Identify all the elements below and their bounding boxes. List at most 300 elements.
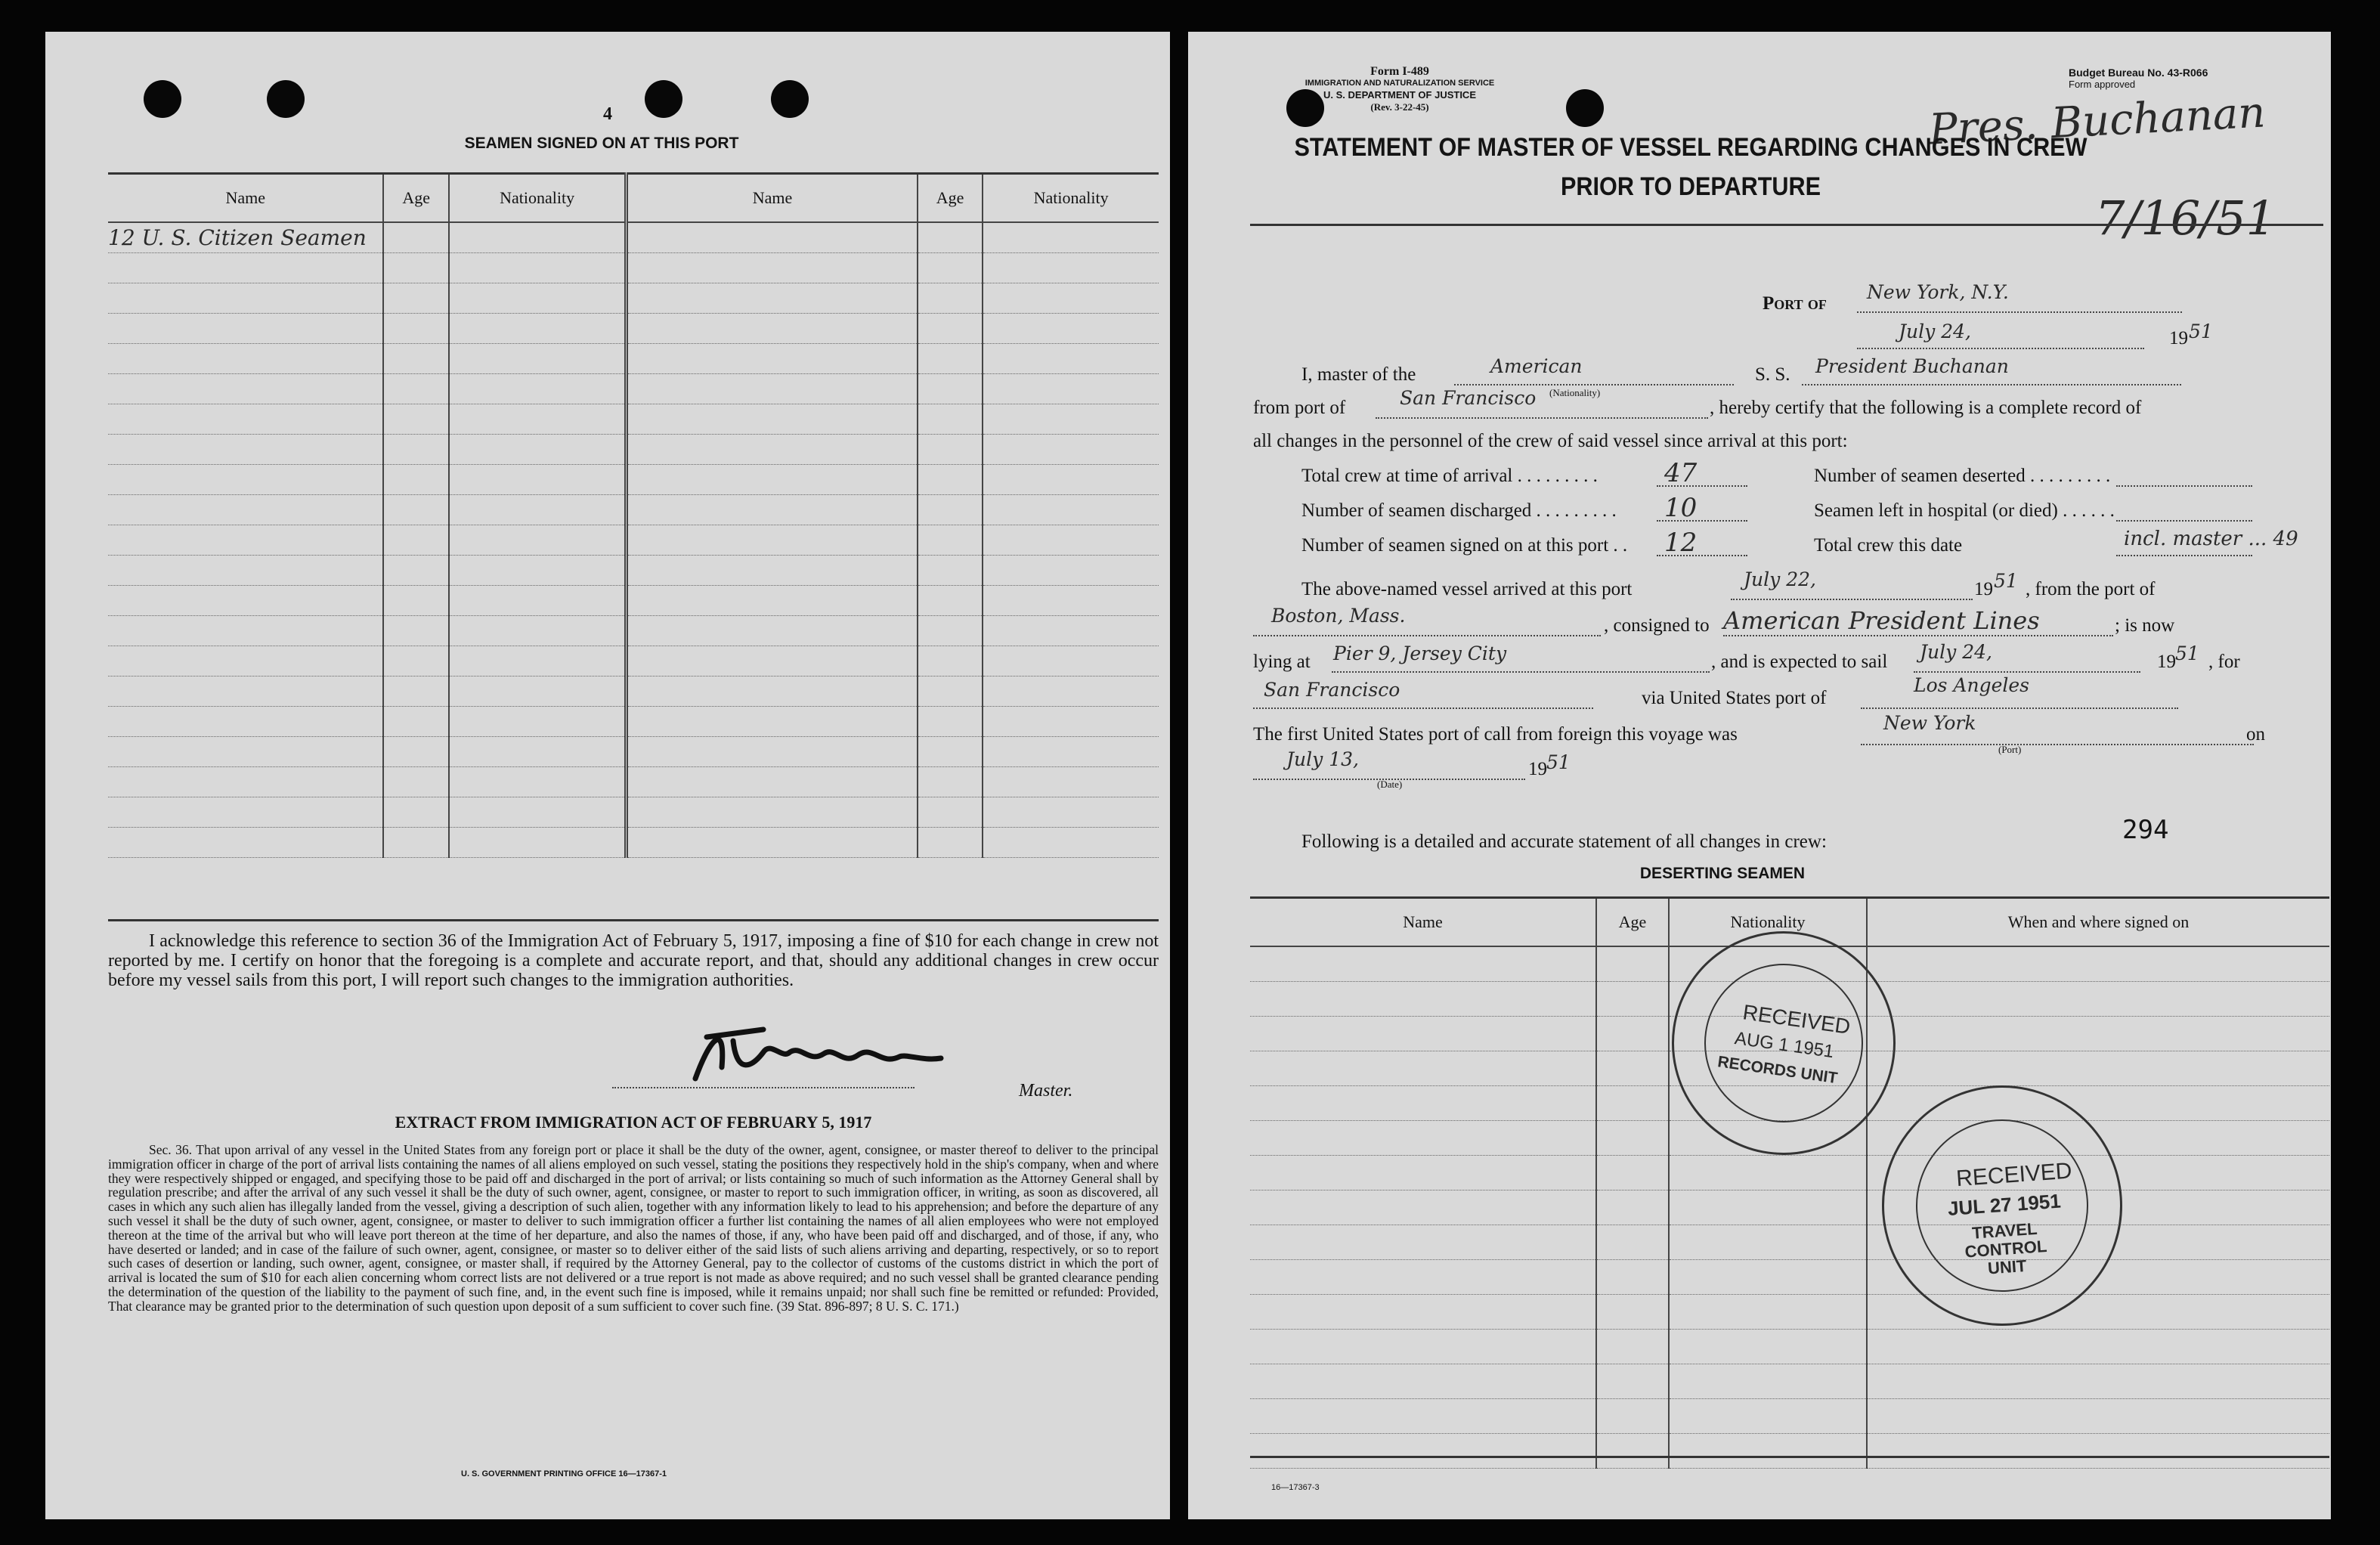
stat-value-line [2116, 555, 2252, 556]
title-rule [1250, 224, 2323, 226]
stamp-title: RECEIVED [1741, 1000, 1852, 1039]
punch-hole [1566, 89, 1604, 127]
table-cell [108, 586, 383, 616]
extract-title: EXTRACT FROM IMMIGRATION ACT OF FEBRUARY 5, 1917 [395, 1113, 872, 1132]
sail-year-prefix: 19 [2157, 652, 2176, 672]
table-cell [383, 525, 448, 556]
table-cell [1596, 1017, 1669, 1051]
table-cell [108, 707, 383, 737]
table-cell [108, 344, 383, 374]
stamp-unit: TRAVEL CONTROL UNIT [1964, 1218, 2048, 1278]
table-cell [449, 314, 627, 344]
stamp-date: AUG 1 1951 [1733, 1028, 1835, 1063]
page-stamp-number: 294 [2122, 815, 2169, 845]
table-row [108, 283, 1159, 314]
table-row [108, 525, 1159, 556]
table-cell [449, 495, 627, 525]
table-cell [1867, 1051, 2329, 1086]
table-cell [983, 737, 1159, 767]
table-cell [983, 586, 1159, 616]
port-line [1857, 311, 2182, 313]
table-row [108, 767, 1159, 797]
table-cell [627, 737, 918, 767]
table-cell [449, 283, 627, 314]
table-cell [383, 253, 448, 283]
stat-label: Seamen left in hospital (or died) . . . . . . [1814, 500, 2115, 521]
form-number: Form I-489 [1370, 65, 1429, 78]
ship-name: President Buchanan [1815, 355, 2009, 377]
stat-value: 12 [1664, 528, 1698, 558]
destination-line [1253, 707, 1593, 709]
table-cell [1250, 1330, 1596, 1364]
destination: San Francisco [1264, 679, 1400, 701]
table-cell [449, 737, 627, 767]
table-cell [449, 525, 627, 556]
via-port-line [1861, 707, 2178, 709]
first-port-year: 51 [1546, 751, 1571, 773]
table-row [108, 677, 1159, 707]
table-cell [1669, 1399, 1867, 1434]
form-subtitle: PRIOR TO DEPARTURE [1561, 172, 1821, 201]
table-row [1250, 1330, 2329, 1364]
table-bottom-rule [1250, 1456, 2329, 1458]
stamp-unit: RECORDS UNIT [1716, 1053, 1839, 1088]
on-label: on [2246, 724, 2265, 745]
stat-value: 47 [1664, 458, 1698, 488]
table-cell [108, 495, 383, 525]
lying-at-line [1332, 671, 1710, 673]
department-name: U. S. DEPARTMENT OF JUSTICE [1323, 89, 1476, 101]
via-label: via United States port of [1642, 688, 1827, 708]
from-port-value: San Francisco [1400, 387, 1537, 409]
following-text: Following is a detailed and accurate statement of all changes in crew: [1301, 831, 1827, 852]
table-cell [627, 344, 918, 374]
arrived-year-prefix: 19 [1974, 579, 1993, 599]
table-cell [108, 797, 383, 828]
table-cell [983, 253, 1159, 283]
table-cell [108, 767, 383, 797]
budget-bureau-number: Budget Bureau No. 43-R066 [2069, 67, 2208, 79]
table-cell [627, 707, 918, 737]
printer-line: 16—17367-3 [1271, 1483, 1320, 1492]
table-cell [918, 435, 983, 465]
table-cell [1669, 1156, 1867, 1190]
left-page [45, 32, 1170, 1519]
master-signature [680, 1007, 983, 1098]
table-cell [1596, 1121, 1669, 1156]
stamp-date: JUL 27 1951 [1947, 1189, 2062, 1220]
table-cell [1867, 1434, 2329, 1469]
table-cell [383, 586, 448, 616]
table-cell [383, 374, 448, 404]
via-port: Los Angeles [1914, 674, 2030, 696]
table-cell [1867, 1330, 2329, 1364]
table-row [108, 465, 1159, 495]
table-row [108, 737, 1159, 767]
table-cell [1669, 1190, 1867, 1225]
table-cell [983, 646, 1159, 677]
column-header-nationality: Nationality [983, 174, 1159, 223]
arrived-line [1731, 599, 1973, 600]
table-cell: 12 U. S. Citizen Seamen [108, 222, 383, 253]
table-cell [108, 465, 383, 495]
punch-hole [267, 80, 305, 118]
stat-label: Total crew at time of arrival . . . . . . . . . [1301, 466, 1598, 486]
table-row [1250, 1156, 2329, 1190]
table-cell [1669, 1260, 1867, 1295]
table-cell [627, 374, 918, 404]
table-cell [1250, 1156, 1596, 1190]
table-cell [449, 222, 627, 253]
extract-text: Sec. 36. That upon arrival of any vessel in the United States from any foreign port or place it shall be the duty of the owner, agent, consignee, or master thereof to deliver to the principal immigration officer in charge of the port of arrival lists containing the names of all aliens employed on such vessel, stating the positions they respectively hold in the ship's company, when and where they were respectively shipped or engaged, and specifying those to be paid off and discharged in the port of arrival; or lists containing so much of such information as the Attorney General shall by regulation prescribe; and after the arrival of any such vessel it shall be the duty of such owner, agent, consignee, or master to report to such immigration officer, in writing, as soon as discovered, all cases in which any such alien has illegally landed from the vessel, giving a description of such alien, together with any information likely to lead to his apprehension; and before the departure of any such vessel it shall be the duty of such owner, agent, consignee, or master to deliver to such immigration officer a further list containing the names of all alien employees who were not employed thereon at the time of the arrival but who will leave port thereon at the time of her departure, and also the names of those, if any, who have been paid off and discharged, and of those, if any, who have deserted or landed; and in case of the failure of such owner, agent, consignee, or master so to deliver either of the said lists of such aliens arriving and departing, respectively, or so to report such cases of desertion or landing, such owner, agent, consignee, or master shall, if required by the Attorney General, pay to the collector of customs of the customs district in which the port of arrival is located the sum of $10 for each alien concerning whom correct lists are not delivered or a true report is not made as above required; and no such vessel shall be granted clearance pending the determination of the question of the liability to the payment of such fine, and, in the event such fine is imposed, while it remains unpaid; nor shall such fine be remitted or refunded: Provided, That clearance may be granted prior to the determination of such question upon deposit of a sum sufficient to cover such fine. (39 Stat. 896-897; 8 U. S. C. 171.) [108, 1142, 1159, 1314]
stat-label: Total crew this date [1814, 535, 1963, 556]
table-row [1250, 1260, 2329, 1295]
table-row [108, 495, 1159, 525]
table-cell [1596, 946, 1669, 982]
table-cell [383, 344, 448, 374]
punch-hole [645, 80, 682, 118]
certify-text: , hereby certify that the following is a complete record of [1710, 398, 2142, 418]
signature-line [612, 1087, 915, 1088]
table-cell [449, 253, 627, 283]
column-header-when-where: When and where signed on [1867, 898, 2329, 947]
table-cell [383, 283, 448, 314]
printer-line: U. S. GOVERNMENT PRINTING OFFICE 16—17367-1 [461, 1469, 667, 1478]
first-port-date: July 13, [1286, 748, 1359, 770]
table-cell [383, 556, 448, 586]
table-cell [1596, 1330, 1669, 1364]
table-row [108, 646, 1159, 677]
column-header-name: Name [1250, 898, 1596, 947]
year-value: 51 [2189, 320, 2213, 342]
table-cell [383, 404, 448, 435]
table-cell [627, 435, 918, 465]
stat-label: Number of seamen discharged . . . . . . . . . [1301, 500, 1617, 521]
table-cell [1596, 1295, 1669, 1330]
table-row [1250, 1225, 2329, 1260]
arrived-date: July 22, [1744, 568, 1816, 590]
port-caption: (Port) [1998, 744, 2022, 755]
column-header-name: Name [627, 174, 918, 223]
stat-value-line [2116, 520, 2252, 522]
table-cell [983, 797, 1159, 828]
lying-at-value: Pier 9, Jersey City [1333, 642, 1507, 664]
table-cell [918, 737, 983, 767]
table-cell [983, 465, 1159, 495]
table-cell [918, 344, 983, 374]
table-cell [108, 677, 383, 707]
table-cell [918, 222, 983, 253]
sail-year: 51 [2175, 642, 2199, 664]
table-cell [918, 374, 983, 404]
table-cell [627, 525, 918, 556]
table-cell [449, 465, 627, 495]
table-cell [383, 495, 448, 525]
table-header-row [108, 174, 1159, 223]
sail-date: July 24, [1920, 641, 1992, 663]
table-cell [983, 404, 1159, 435]
column-header-name: Name [108, 174, 383, 223]
table-cell [983, 767, 1159, 797]
table-cell [918, 828, 983, 858]
table-cell [1250, 1086, 1596, 1121]
for-label: , for [2208, 652, 2240, 672]
table-cell [983, 525, 1159, 556]
table-cell [1596, 1364, 1669, 1399]
consignee-line [1723, 635, 2113, 636]
table-row [1250, 1434, 2329, 1469]
table-cell [108, 314, 383, 344]
table-cell [383, 465, 448, 495]
table-cell [383, 222, 448, 253]
table-cell [1250, 1295, 1596, 1330]
origin-port: Boston, Mass. [1271, 605, 1406, 627]
table-cell [108, 283, 383, 314]
certify-text-continued: all changes in the personnel of the crew of said vessel since arrival at this port: [1253, 431, 1848, 451]
punch-hole [771, 80, 809, 118]
table-cell [918, 707, 983, 737]
form-approved: Form approved [2069, 79, 2136, 90]
table-cell [983, 374, 1159, 404]
master-label: Master. [1019, 1081, 1073, 1101]
table-cell [1867, 1364, 2329, 1399]
table-cell [1867, 946, 2329, 982]
table-cell [1250, 946, 1596, 982]
table-cell [1250, 982, 1596, 1017]
stat-label: Number of seamen deserted . . . . . . . . . [1814, 466, 2111, 486]
table-cell [918, 525, 983, 556]
table-cell [108, 404, 383, 435]
acknowledgment-text: I acknowledge this reference to section 36 of the Immigration Act of February 5, 1917, imposing a fine of $10 for each change in crew not reported by me. I certify on honor that the foregoing is a complete and accurate report, and that, should any additional changes in crew occur before my vessel sails from this port, I will report such changes to the immigration authorities. [108, 931, 1159, 990]
handwritten-date-annotation: 7/16/51 [2095, 190, 2276, 246]
consignee: American President Lines [1723, 606, 2040, 635]
table-cell [449, 556, 627, 586]
table-cell [1250, 1364, 1596, 1399]
table-cell [627, 677, 918, 707]
table-cell [108, 374, 383, 404]
column-header-age: Age [1596, 898, 1669, 947]
table-row [108, 253, 1159, 283]
table-row [108, 435, 1159, 465]
table-cell [1596, 1225, 1669, 1260]
table-cell [1669, 1330, 1867, 1364]
table-bottom-rule [108, 919, 1159, 921]
table-row [108, 556, 1159, 586]
table-cell [383, 767, 448, 797]
seamen-signed-on-table [108, 172, 1159, 858]
table-cell [627, 314, 918, 344]
table-cell [449, 374, 627, 404]
deserting-seamen-title: DESERTING SEAMEN [1639, 865, 1806, 882]
consigned-label: , consigned to [1604, 615, 1710, 636]
table-cell [449, 435, 627, 465]
table-cell [918, 586, 983, 616]
table-cell [1669, 1225, 1867, 1260]
table-row [108, 314, 1159, 344]
table-row [108, 222, 1159, 253]
table-cell [1250, 1260, 1596, 1295]
ss-label: S. S. [1755, 364, 1790, 385]
table-cell [983, 556, 1159, 586]
table-cell [918, 767, 983, 797]
nationality-caption: (Nationality) [1549, 387, 1601, 398]
first-port-value: New York [1883, 712, 1976, 734]
table-cell [1250, 1051, 1596, 1086]
nationality-value: American [1490, 355, 1583, 377]
table-cell [983, 222, 1159, 253]
table-cell [449, 767, 627, 797]
stat-label: Number of seamen signed on at this port . . [1301, 535, 1628, 556]
page-number: 4 [603, 104, 612, 124]
table-cell [983, 314, 1159, 344]
table-cell [1669, 1434, 1867, 1469]
table-cell [627, 828, 918, 858]
table-cell [983, 344, 1159, 374]
table-cell [983, 283, 1159, 314]
arrived-year: 51 [1994, 570, 2018, 592]
date-line [1857, 348, 2144, 349]
table-cell [918, 465, 983, 495]
table-row [108, 404, 1159, 435]
table-cell [1867, 1017, 2329, 1051]
table-cell [449, 344, 627, 374]
table-cell [627, 556, 918, 586]
stat-value: 10 [1664, 493, 1698, 523]
first-port-label: The first United States port of call from foreign this voyage was [1253, 724, 1738, 745]
stamp-title: RECEIVED [1955, 1158, 2073, 1192]
year-prefix: 19 [2169, 328, 2188, 348]
table-cell [1250, 1225, 1596, 1260]
table-cell [983, 435, 1159, 465]
table-cell [449, 677, 627, 707]
table-cell [1596, 1190, 1669, 1225]
port-label: Port of [1763, 293, 1827, 314]
table-cell [627, 616, 918, 646]
table-cell [1596, 1260, 1669, 1295]
table-cell [449, 586, 627, 616]
table-cell [983, 828, 1159, 858]
table-cell [983, 707, 1159, 737]
nationality-line [1454, 384, 1734, 385]
table-cell [1250, 1434, 1596, 1469]
table-row [1250, 1295, 2329, 1330]
table-cell [1596, 1399, 1669, 1434]
table-cell [108, 828, 383, 858]
port-value: New York, N.Y. [1867, 281, 2009, 303]
table-cell [627, 797, 918, 828]
table-cell [918, 404, 983, 435]
ship-name-line [1802, 384, 2181, 385]
table-cell [918, 797, 983, 828]
first-port-line [1861, 744, 2254, 745]
table-cell [108, 737, 383, 767]
table-cell [1669, 1295, 1867, 1330]
table-cell [918, 616, 983, 646]
date-value: July 24, [1899, 320, 1971, 342]
table-cell [627, 767, 918, 797]
table-cell [918, 646, 983, 677]
table-cell [383, 828, 448, 858]
table-cell [383, 677, 448, 707]
table-cell [983, 677, 1159, 707]
handwritten-ship-annotation: Pres. Buchanan [1927, 88, 2267, 155]
column-header-nationality: Nationality [1669, 898, 1867, 947]
table-cell [1596, 1434, 1669, 1469]
table-row [1250, 1399, 2329, 1434]
date-caption: (Date) [1377, 779, 1403, 790]
table-cell [108, 646, 383, 677]
table-cell [449, 404, 627, 435]
table-cell [918, 495, 983, 525]
table-row [1250, 1190, 2329, 1225]
table-cell [383, 646, 448, 677]
table-cell [983, 616, 1159, 646]
table-cell [108, 253, 383, 283]
table-row [108, 797, 1159, 828]
is-now-label: ; is now [2115, 615, 2175, 636]
arrived-label: The above-named vessel arrived at this port [1301, 579, 1633, 599]
table-cell [1669, 1364, 1867, 1399]
table-cell [108, 556, 383, 586]
table-cell [449, 707, 627, 737]
from-the-port-label: , from the port of [2026, 579, 2156, 599]
column-header-age: Age [383, 174, 448, 223]
table-row [108, 586, 1159, 616]
form-revision: (Rev. 3-22-45) [1370, 101, 1429, 113]
table-cell [918, 283, 983, 314]
table-cell [1596, 1051, 1669, 1086]
right-page [1188, 32, 2331, 1519]
table-row [108, 828, 1159, 858]
stat-value-line [2116, 485, 2252, 487]
sail-date-line [1914, 671, 2140, 673]
table-cell [627, 646, 918, 677]
table-row [108, 344, 1159, 374]
table-row [108, 374, 1159, 404]
table-cell [383, 797, 448, 828]
origin-port-line [1253, 635, 1601, 636]
master-of-the-label: I, master of the [1301, 364, 1416, 385]
table-cell [627, 253, 918, 283]
table-cell [1867, 1399, 2329, 1434]
table-cell [449, 797, 627, 828]
table-cell [1250, 1399, 1596, 1434]
form-title: STATEMENT OF MASTER OF VESSEL REGARDING CHANGES IN CREW [1294, 133, 2088, 162]
table-cell [983, 495, 1159, 525]
table-cell [108, 525, 383, 556]
column-header-age: Age [918, 174, 983, 223]
table-cell [918, 556, 983, 586]
table-cell [627, 465, 918, 495]
table-cell [627, 404, 918, 435]
table-cell [1596, 1156, 1669, 1190]
table-cell [449, 616, 627, 646]
table-cell [1596, 1086, 1669, 1121]
table-row [108, 616, 1159, 646]
table-row [1250, 1364, 2329, 1399]
column-header-nationality: Nationality [449, 174, 627, 223]
stat-value: incl. master ... 49 [2124, 528, 2298, 550]
table-cell [108, 435, 383, 465]
table-cell [918, 314, 983, 344]
agency-name: IMMIGRATION AND NATURALIZATION SERVICE [1305, 79, 1495, 88]
from-port-label: from port of [1253, 398, 1346, 418]
table-cell [627, 495, 918, 525]
punch-hole [144, 80, 181, 118]
table-cell [383, 616, 448, 646]
table-cell [1867, 982, 2329, 1017]
table-cell [918, 253, 983, 283]
